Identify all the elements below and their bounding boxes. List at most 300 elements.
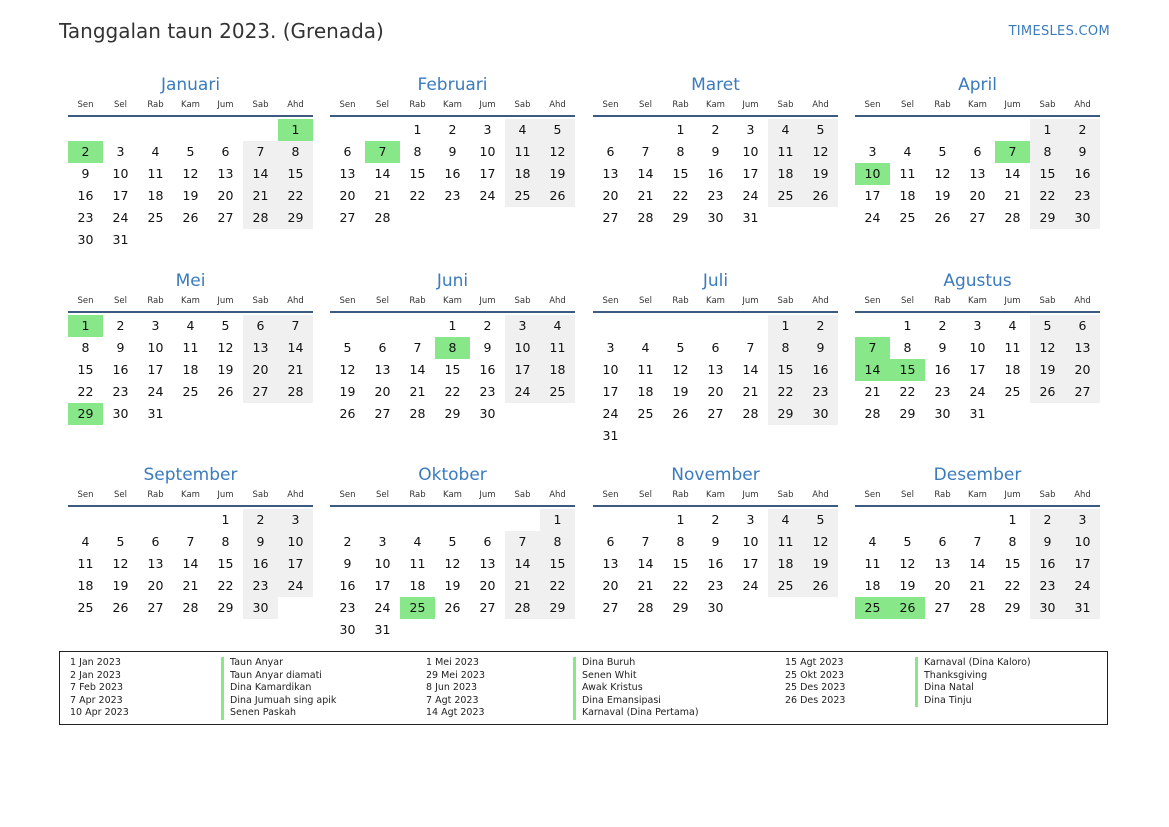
day-blank: [470, 509, 505, 531]
weekday-label: Rab: [147, 296, 164, 306]
legend-date: 8 Jun 2023: [426, 682, 478, 693]
day-cell: 9: [711, 144, 720, 159]
day-cell: 28: [278, 381, 313, 403]
holiday-day-cell: 7: [855, 337, 890, 359]
day-cell: 26: [934, 210, 951, 225]
day-cell: 9: [448, 144, 457, 159]
weekday-label: Jum: [742, 296, 759, 306]
day-cell: 10: [602, 362, 619, 377]
day-cell: 10: [505, 337, 540, 359]
weekday-label: Sel: [114, 490, 127, 500]
day-cell: 7: [186, 534, 195, 549]
day-cell: 9: [938, 340, 947, 355]
day-cell: 23: [444, 188, 461, 203]
day-cell: 1: [221, 512, 230, 527]
weekday-label: Jum: [479, 100, 496, 110]
weekday-label: Sen: [77, 100, 94, 110]
weekday-label: Kam: [443, 490, 462, 500]
day-cell: 15: [278, 163, 313, 185]
day-cell: 5: [343, 340, 352, 355]
day-cell: 23: [803, 381, 838, 403]
day-cell: 8: [1030, 141, 1065, 163]
day-cell: 25: [505, 185, 540, 207]
day-cell: 6: [221, 144, 230, 159]
weekday-label: Jum: [1004, 100, 1021, 110]
legend-date: 2 Jan 2023: [70, 669, 121, 681]
weekday-header: [68, 294, 313, 313]
day-cell: 29: [540, 597, 575, 619]
day-cell: 28: [1004, 210, 1021, 225]
day-cell: 8: [676, 534, 685, 549]
day-grid: [593, 315, 838, 447]
day-cell: 18: [182, 362, 199, 377]
weekday-label: Sab: [777, 100, 794, 110]
day-cell: 13: [147, 556, 164, 571]
weekday-label: Jum: [479, 490, 496, 500]
holiday-day-cell: 2: [68, 141, 103, 163]
day-cell: 17: [602, 384, 619, 399]
day-cell: 23: [339, 600, 356, 615]
day-cell: 2: [711, 122, 720, 137]
legend-holiday-name: Dina Kamardikan: [221, 682, 336, 695]
day-cell: 26: [339, 406, 356, 421]
legend-holiday-name: Karnaval (Dina Kaloro): [915, 657, 1031, 670]
weekday-label: Rab: [672, 100, 689, 110]
day-cell: 12: [444, 556, 461, 571]
day-cell: 7: [973, 534, 982, 549]
day-blank: [330, 119, 365, 141]
day-cell: 6: [151, 534, 160, 549]
day-cell: 13: [934, 556, 951, 571]
weekday-label: Sab: [777, 296, 794, 306]
day-blank: [925, 509, 960, 531]
day-cell: 10: [479, 144, 496, 159]
day-cell: 27: [969, 210, 986, 225]
day-cell: 28: [374, 210, 391, 225]
weekday-label: Ahd: [1074, 490, 1091, 500]
day-cell: 8: [676, 144, 685, 159]
day-cell: 20: [479, 578, 496, 593]
month-name: Juni: [436, 271, 469, 291]
month-name: Mei: [175, 271, 206, 291]
day-cell: 23: [707, 578, 724, 593]
day-cell: 31: [969, 406, 986, 421]
day-cell: 4: [903, 144, 912, 159]
month-maret: [593, 74, 838, 229]
calendar-months: [68, 74, 1102, 644]
day-cell: 25: [540, 381, 575, 403]
weekday-label: Rab: [934, 296, 951, 306]
day-cell: 1: [540, 509, 575, 531]
day-cell: 27: [1065, 381, 1100, 403]
holiday-day-cell: 7: [995, 141, 1030, 163]
day-cell: 31: [147, 406, 164, 421]
legend-date: 10 Apr 2023: [70, 707, 129, 718]
day-cell: 25: [899, 210, 916, 225]
day-cell: 21: [637, 578, 654, 593]
day-cell: 29: [672, 210, 689, 225]
day-cell: 31: [112, 232, 129, 247]
day-cell: 17: [278, 553, 313, 575]
day-cell: 4: [413, 534, 422, 549]
weekday-label: Sel: [376, 100, 389, 110]
day-cell: 17: [1065, 553, 1100, 575]
day-cell: 30: [1030, 597, 1065, 619]
weekday-label: Kam: [443, 296, 462, 306]
day-cell: 26: [1030, 381, 1065, 403]
weekday-label: Sen: [602, 490, 619, 500]
day-cell: 16: [444, 166, 461, 181]
day-cell: 23: [479, 384, 496, 399]
day-cell: 29: [899, 406, 916, 421]
day-blank: [208, 119, 243, 141]
weekday-label: Rab: [934, 100, 951, 110]
day-cell: 3: [483, 122, 492, 137]
day-cell: 11: [147, 166, 164, 181]
day-cell: 8: [768, 337, 803, 359]
day-cell: 5: [938, 144, 947, 159]
weekday-label: Sen: [864, 296, 881, 306]
weekday-label: Jum: [742, 100, 759, 110]
day-cell: 31: [374, 622, 391, 637]
day-cell: 12: [1030, 337, 1065, 359]
month-name: Oktober: [418, 465, 487, 485]
weekday-label: Sab: [1039, 100, 1056, 110]
weekday-label: Sel: [901, 296, 914, 306]
day-cell: 4: [81, 534, 90, 549]
weekday-label: Kam: [968, 100, 987, 110]
day-cell: 28: [243, 207, 278, 229]
weekday-label: Ahd: [812, 100, 829, 110]
day-cell: 15: [77, 362, 94, 377]
legend-holiday-name: Awak Kristus: [573, 682, 699, 695]
day-cell: 29: [444, 406, 461, 421]
day-cell: 10: [374, 556, 391, 571]
day-cell: 3: [606, 340, 615, 355]
day-cell: 20: [707, 384, 724, 399]
day-cell: 22: [672, 578, 689, 593]
day-cell: 20: [934, 578, 951, 593]
day-cell: 5: [116, 534, 125, 549]
legend-date: 7 Apr 2023: [70, 694, 123, 706]
day-cell: 17: [505, 359, 540, 381]
day-blank: [103, 509, 138, 531]
day-cell: 21: [409, 384, 426, 399]
weekday-label: Sen: [864, 100, 881, 110]
day-cell: 31: [602, 428, 619, 443]
weekday-label: Kam: [968, 490, 987, 500]
weekday-header: [68, 488, 313, 507]
weekday-label: Sab: [777, 490, 794, 500]
day-cell: 24: [742, 578, 759, 593]
day-cell: 15: [444, 362, 461, 377]
day-cell: 13: [374, 362, 391, 377]
day-cell: 31: [742, 210, 759, 225]
day-cell: 12: [899, 556, 916, 571]
day-blank: [890, 509, 925, 531]
day-cell: 18: [147, 188, 164, 203]
day-cell: 10: [278, 531, 313, 553]
legend-holiday-name: Dina Emansipasi: [573, 695, 699, 708]
day-cell: 11: [864, 556, 881, 571]
weekday-label: Sab: [252, 100, 269, 110]
day-cell: 28: [637, 210, 654, 225]
day-cell: 17: [479, 166, 496, 181]
day-cell: 13: [243, 337, 278, 359]
month-november: [593, 464, 838, 619]
day-cell: 11: [637, 362, 654, 377]
day-cell: 24: [374, 600, 391, 615]
day-cell: 1: [413, 122, 422, 137]
month-name: Februari: [417, 75, 488, 95]
day-cell: 11: [540, 337, 575, 359]
day-cell: 7: [278, 315, 313, 337]
day-grid: [855, 509, 1100, 619]
day-cell: 3: [746, 512, 755, 527]
day-cell: 2: [711, 512, 720, 527]
day-cell: 2: [938, 318, 947, 333]
day-cell: 4: [868, 534, 877, 549]
legend-holiday-name: Dina Natal: [915, 682, 1031, 695]
legend-holiday-name: Senen Whit: [573, 670, 699, 683]
legend-date: 25 Des 2023: [785, 682, 846, 693]
day-cell: 24: [969, 384, 986, 399]
legend-date: 25 Okt 2023: [785, 669, 845, 681]
legend-date-column: [70, 657, 129, 720]
day-cell: 5: [186, 144, 195, 159]
day-cell: 28: [969, 600, 986, 615]
weekday-label: Kam: [706, 490, 725, 500]
day-cell: 22: [1004, 578, 1021, 593]
day-cell: 3: [151, 318, 160, 333]
day-cell: 25: [1004, 384, 1021, 399]
day-cell: 20: [1065, 359, 1100, 381]
day-cell: 21: [637, 188, 654, 203]
day-cell: 22: [768, 381, 803, 403]
legend-date: 7 Agt 2023: [426, 694, 479, 706]
weekday-label: Ahd: [812, 490, 829, 500]
day-cell: 6: [938, 534, 947, 549]
day-cell: 22: [217, 578, 234, 593]
weekday-label: Ahd: [287, 100, 304, 110]
day-cell: 27: [243, 381, 278, 403]
day-cell: 13: [1065, 337, 1100, 359]
day-cell: 2: [1065, 119, 1100, 141]
day-cell: 18: [540, 359, 575, 381]
weekday-label: Sen: [339, 296, 356, 306]
weekday-label: Sel: [901, 100, 914, 110]
legend-date-column: [785, 657, 845, 707]
day-grid: [330, 509, 575, 641]
day-cell: 9: [803, 337, 838, 359]
day-blank: [173, 119, 208, 141]
day-cell: 4: [641, 340, 650, 355]
weekday-label: Sen: [77, 490, 94, 500]
day-cell: 17: [742, 556, 759, 571]
day-cell: 8: [278, 141, 313, 163]
day-cell: 27: [602, 600, 619, 615]
day-cell: 12: [934, 166, 951, 181]
day-cell: 5: [803, 119, 838, 141]
day-cell: 21: [1004, 188, 1021, 203]
day-blank: [68, 119, 103, 141]
weekday-label: Sel: [639, 100, 652, 110]
weekday-label: Sab: [514, 100, 531, 110]
weekday-label: Ahd: [549, 100, 566, 110]
weekday-label: Kam: [968, 296, 987, 306]
day-cell: 31: [1065, 597, 1100, 619]
weekday-header: [593, 98, 838, 117]
weekday-label: Kam: [443, 100, 462, 110]
weekday-label: Jum: [217, 296, 234, 306]
legend-holiday-name: Taun Anyar: [221, 657, 336, 670]
day-cell: 3: [278, 509, 313, 531]
day-grid: [593, 509, 838, 619]
day-cell: 15: [217, 556, 234, 571]
weekday-header: [855, 294, 1100, 313]
day-cell: 21: [278, 359, 313, 381]
day-blank: [960, 509, 995, 531]
day-cell: 29: [1004, 600, 1021, 615]
day-cell: 17: [147, 362, 164, 377]
day-cell: 30: [479, 406, 496, 421]
day-cell: 26: [444, 600, 461, 615]
day-cell: 20: [217, 188, 234, 203]
weekday-label: Sen: [864, 490, 881, 500]
weekday-label: Sen: [339, 100, 356, 110]
day-cell: 30: [707, 210, 724, 225]
day-grid: [593, 119, 838, 229]
day-cell: 2: [803, 315, 838, 337]
day-blank: [960, 119, 995, 141]
legend-name-column: [915, 657, 1031, 707]
day-cell: 22: [409, 188, 426, 203]
day-cell: 24: [1065, 575, 1100, 597]
legend-holiday-name: Thanksgiving: [915, 670, 1031, 683]
month-april: [855, 74, 1100, 229]
day-cell: 18: [637, 384, 654, 399]
day-cell: 23: [112, 384, 129, 399]
day-cell: 8: [81, 340, 90, 355]
holiday-day-cell: 10: [855, 163, 890, 185]
day-cell: 26: [112, 600, 129, 615]
day-cell: 20: [243, 359, 278, 381]
day-cell: 16: [1065, 163, 1100, 185]
month-name: Januari: [160, 75, 221, 95]
day-cell: 30: [112, 406, 129, 421]
legend-date-column: [426, 657, 485, 720]
day-cell: 27: [479, 600, 496, 615]
day-cell: 11: [409, 556, 426, 571]
month-desember: [855, 464, 1100, 619]
day-cell: 13: [969, 166, 986, 181]
day-cell: 19: [339, 384, 356, 399]
weekday-header: [855, 98, 1100, 117]
day-cell: 3: [116, 144, 125, 159]
day-cell: 19: [803, 553, 838, 575]
day-cell: 30: [1065, 207, 1100, 229]
legend-name-column: [221, 657, 336, 720]
weekday-label: Kam: [181, 296, 200, 306]
month-mei: [68, 270, 313, 425]
day-cell: 26: [217, 384, 234, 399]
day-cell: 13: [707, 362, 724, 377]
legend-date: 26 Des 2023: [785, 694, 846, 706]
day-cell: 15: [540, 553, 575, 575]
day-cell: 14: [1004, 166, 1021, 181]
weekday-label: Kam: [181, 100, 200, 110]
weekday-label: Sab: [252, 296, 269, 306]
day-cell: 7: [243, 141, 278, 163]
day-cell: 13: [217, 166, 234, 181]
weekday-label: Rab: [672, 490, 689, 500]
day-cell: 19: [182, 188, 199, 203]
day-cell: 20: [602, 188, 619, 203]
day-cell: 6: [606, 144, 615, 159]
day-cell: 16: [707, 556, 724, 571]
day-cell: 20: [339, 188, 356, 203]
day-cell: 19: [444, 578, 461, 593]
day-cell: 10: [742, 144, 759, 159]
legend-date: 14 Agt 2023: [426, 707, 485, 718]
day-blank: [400, 315, 435, 337]
month-name: Juli: [702, 271, 729, 291]
weekday-label: Sab: [1039, 296, 1056, 306]
day-blank: [628, 509, 663, 531]
weekday-label: Jum: [217, 100, 234, 110]
day-cell: 1: [676, 512, 685, 527]
day-cell: 24: [278, 575, 313, 597]
day-cell: 13: [602, 556, 619, 571]
holiday-day-cell: 8: [435, 337, 470, 359]
day-cell: 29: [217, 600, 234, 615]
day-cell: 12: [182, 166, 199, 181]
day-cell: 17: [864, 188, 881, 203]
holiday-day-cell: 29: [68, 403, 103, 425]
day-blank: [330, 315, 365, 337]
day-cell: 2: [483, 318, 492, 333]
day-cell: 16: [243, 553, 278, 575]
site-logo-link[interactable]: TIMESLES.COM: [1008, 24, 1110, 39]
day-cell: 5: [676, 340, 685, 355]
weekday-label: Sab: [252, 490, 269, 500]
day-cell: 19: [540, 163, 575, 185]
day-cell: 21: [505, 575, 540, 597]
day-cell: 26: [540, 185, 575, 207]
day-cell: 3: [746, 122, 755, 137]
day-cell: 14: [243, 163, 278, 185]
weekday-label: Sab: [1039, 490, 1056, 500]
holiday-legend: [59, 651, 1108, 725]
day-cell: 20: [602, 578, 619, 593]
day-cell: 3: [868, 144, 877, 159]
day-grid: [330, 315, 575, 425]
day-cell: 10: [147, 340, 164, 355]
day-cell: 24: [864, 210, 881, 225]
day-cell: 11: [768, 531, 803, 553]
day-cell: 8: [540, 531, 575, 553]
day-blank: [663, 315, 698, 337]
day-cell: 28: [637, 600, 654, 615]
day-cell: 18: [409, 578, 426, 593]
day-cell: 21: [374, 188, 391, 203]
weekday-header: [855, 488, 1100, 507]
weekday-label: Jum: [1004, 296, 1021, 306]
holiday-day-cell: 7: [365, 141, 400, 163]
day-cell: 30: [339, 622, 356, 637]
weekday-header: [330, 98, 575, 117]
day-cell: 1: [448, 318, 457, 333]
